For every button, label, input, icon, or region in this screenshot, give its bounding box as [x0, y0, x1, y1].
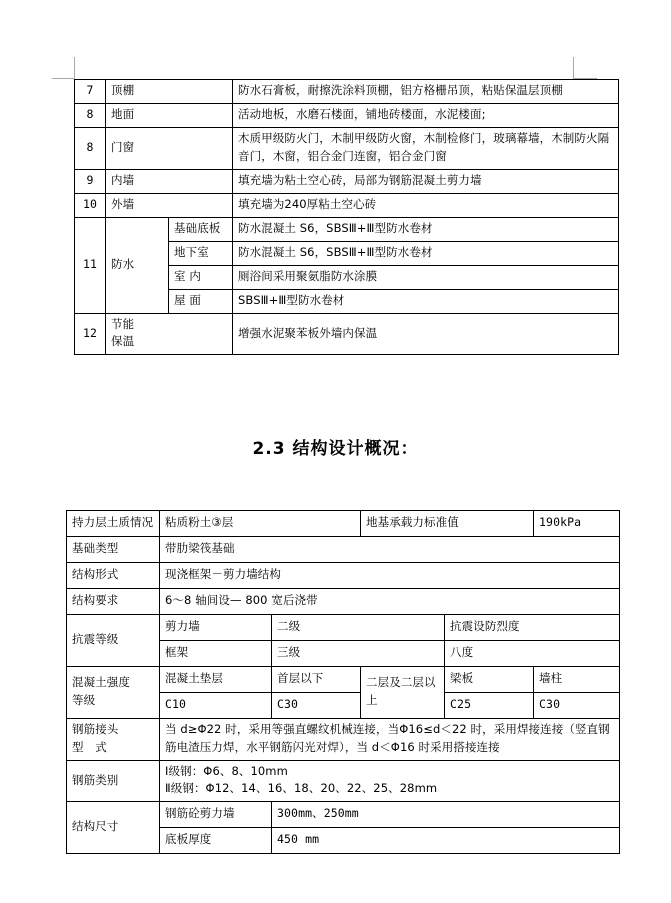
- row-content: 活动地板，水磨石楼面，铺地砖楼面，水泥楼面;: [233, 104, 619, 128]
- crop-mark-top-left-vertical: [74, 57, 75, 79]
- table-row: [67, 719, 620, 761]
- row-item: 防水: [106, 217, 169, 313]
- page-title: 2.3 结构设计概况：: [252, 439, 419, 459]
- row-content: 增强水泥聚苯板外墙内保温: [233, 313, 619, 355]
- table-row: [67, 667, 620, 693]
- table-row: [75, 313, 619, 355]
- structure-requirement-value: 6～8 轴间设— 800 宽后浇带: [160, 589, 620, 615]
- structure-form-value: 现浇框架－剪力墙结构: [160, 563, 620, 589]
- table-row: [67, 589, 620, 615]
- rebar-joint-label-line2: 型 式: [72, 739, 107, 754]
- rebar-joint-label: [67, 719, 160, 761]
- table-row: [67, 563, 620, 589]
- row-item: 地面: [106, 104, 233, 128]
- row-subitem: 屋 面: [169, 289, 233, 313]
- row-number: 7: [75, 80, 106, 104]
- row-number: 8: [75, 128, 106, 170]
- concrete-grade-value: C30: [534, 693, 620, 719]
- row-content: 木质甲级防火门，木制甲级防火窗，木制检修门，玻璃幕墙，木制防火隔音门，木窗，铝合金门连窗，铝合金门窗: [233, 128, 619, 170]
- dimension-item: 底板厚度: [160, 828, 272, 854]
- row-content: 防水混凝土 S6，SBSⅢ+Ⅲ型防水卷材: [233, 241, 619, 265]
- row-subitem: 地下室: [169, 241, 233, 265]
- seismic-part: 框架: [160, 641, 272, 667]
- table-row: [75, 80, 619, 104]
- dimension-item: 钢筋砼剪力墙: [160, 802, 272, 828]
- table-row: [75, 193, 619, 217]
- bearing-capacity-label: 地基承载力标准值: [361, 511, 534, 537]
- concrete-position-header: 混凝土垫层: [160, 667, 272, 693]
- row-item-line1: 节能: [111, 316, 135, 331]
- seismic-intensity-value: 八度: [445, 641, 620, 667]
- table-row: [67, 511, 620, 537]
- row-item-line2: 保温: [111, 334, 135, 349]
- rebar-type-label: 钢筋类别: [67, 760, 160, 802]
- rebar-type-value: [160, 760, 620, 802]
- rebar-type-line1: Ⅰ级钢：Φ6、8、10mm: [165, 763, 288, 778]
- row-item: 顶棚: [106, 80, 233, 104]
- crop-mark-top-left-horizontal: [52, 78, 75, 79]
- row-number: 10: [75, 193, 106, 217]
- row-content: 防水石膏板，耐擦洗涂料顶棚，铝方格栅吊顶，粘贴保温层顶棚: [233, 80, 619, 104]
- row-number: 8: [75, 104, 106, 128]
- seismic-grade-value: 三级: [272, 641, 445, 667]
- structure-requirement-label: 结构要求: [67, 589, 160, 615]
- row-content: 填充墙为粘土空心砖，局部为钢筋混凝土剪力墙: [233, 169, 619, 193]
- rebar-joint-label-line1: 钢筋接头: [72, 722, 119, 736]
- building-practice-table: [74, 79, 619, 355]
- row-number: 9: [75, 169, 106, 193]
- concrete-grade-label-line1: 混凝土强度: [72, 675, 130, 690]
- concrete-position-header: 二层及二层以上: [361, 667, 445, 719]
- structure-form-label: 结构形式: [67, 563, 160, 589]
- concrete-position-header: 梁板: [445, 667, 534, 693]
- concrete-grade-value: C30: [272, 693, 361, 719]
- concrete-position-header: 墙柱: [534, 667, 620, 693]
- row-item: [106, 313, 233, 355]
- foundation-type-value: 带肋梁筏基础: [160, 537, 620, 563]
- table-row: [75, 128, 619, 170]
- row-item: 内墙: [106, 169, 233, 193]
- dimension-value: 300mm、250mm: [272, 802, 620, 828]
- row-subitem: 室 内: [169, 265, 233, 289]
- bearing-capacity-value: 190kPa: [534, 511, 620, 537]
- row-number: 12: [75, 313, 106, 355]
- row-subitem: 基础底板: [169, 217, 233, 241]
- row-content: 防水混凝土 S6，SBSⅢ+Ⅲ型防水卷材: [233, 217, 619, 241]
- table-row: [75, 104, 619, 128]
- soil-label: 持力层土质情况: [67, 511, 160, 537]
- soil-value: 粘质粉土③层: [160, 511, 361, 537]
- table-row: [75, 217, 619, 241]
- crop-mark-top-right-vertical: [573, 57, 574, 79]
- seismic-grade-value: 二级: [272, 615, 445, 641]
- concrete-grade-label: [67, 667, 160, 719]
- table-row: [67, 537, 620, 563]
- dimension-value: 450 mm: [272, 828, 620, 854]
- table-row: [67, 615, 620, 641]
- dimensions-label: 结构尺寸: [67, 802, 160, 854]
- row-content: 厕浴间采用聚氨脂防水涂膜: [233, 265, 619, 289]
- row-item: 门窗: [106, 128, 233, 170]
- row-item: 外墙: [106, 193, 233, 217]
- foundation-type-label: 基础类型: [67, 537, 160, 563]
- seismic-grade-label: 抗震等级: [67, 615, 160, 667]
- concrete-grade-value: C25: [445, 693, 534, 719]
- row-content: 填充墙为240厚粘土空心砖: [233, 193, 619, 217]
- table-row: [75, 169, 619, 193]
- table-row: [67, 802, 620, 828]
- concrete-position-header: 首层以下: [272, 667, 361, 693]
- concrete-grade-value: C10: [160, 693, 272, 719]
- row-content: SBSⅢ+Ⅲ型防水卷材: [233, 289, 619, 313]
- table-row: [67, 760, 620, 802]
- structure-design-table: [66, 510, 620, 854]
- seismic-part: 剪力墙: [160, 615, 272, 641]
- seismic-intensity-label: 抗震设防烈度: [445, 615, 620, 641]
- concrete-grade-label-line2: 等级: [72, 693, 96, 707]
- row-number: 11: [75, 217, 106, 313]
- rebar-joint-value: 当 d≥Φ22 时，采用等强直螺纹机械连接，当Φ16≤d＜22 时，采用焊接连接（竖直钢筋电渣压力焊，水平钢筋闪光对焊），当 d＜Φ16 时采用搭接连接: [160, 719, 620, 761]
- rebar-type-line2: Ⅱ级钢：Φ12、14、16、18、20、22、25、28mm: [165, 781, 438, 796]
